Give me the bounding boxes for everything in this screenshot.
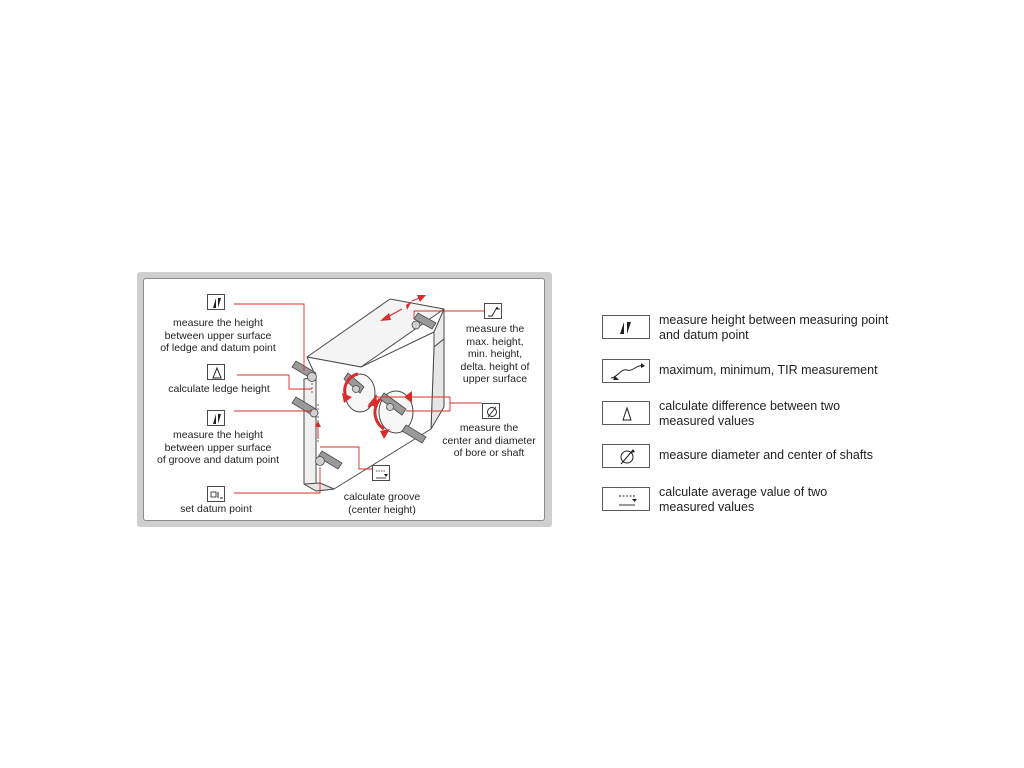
label-calculate-ledge-height: calculate ledge height — [168, 383, 270, 395]
delta-icon — [602, 401, 650, 425]
legend-item — [602, 315, 1002, 347]
legend-text: maximum, minimum, TIR measurement — [659, 363, 878, 377]
average-icon — [602, 487, 650, 511]
legend-text: calculate average value of two measured values — [659, 485, 828, 514]
height-measure-icon — [207, 410, 225, 426]
legend-text: calculate difference between two measured values — [659, 399, 841, 428]
label-measure-height-groove: measure the height between upper surface of groove and datum point — [156, 429, 279, 466]
label-measure-max-height: measure the max. height, min. height, delta. height of upper surface — [460, 323, 530, 385]
average-icon — [372, 465, 390, 481]
diameter-icon — [602, 444, 650, 468]
max-min-tir-icon — [484, 303, 502, 319]
height-measure-icon — [207, 294, 225, 310]
label-measure-height-ledge: measure the height between upper surface of ledge and datum point — [160, 317, 276, 354]
datum-point-icon — [207, 486, 225, 502]
max-min-tir-icon — [602, 359, 650, 383]
legend-item — [602, 401, 1002, 433]
legend-item — [602, 359, 1002, 391]
legend-text: measure height between measuring point and datum point — [659, 313, 889, 342]
legend-item — [602, 487, 1002, 519]
label-set-datum-point: set datum point — [180, 503, 252, 515]
height-measure-icon — [602, 315, 650, 339]
diameter-icon — [482, 403, 500, 419]
label-calculate-groove: calculate groove (center height) — [343, 491, 421, 516]
delta-icon — [207, 364, 225, 380]
legend-text: measure diameter and center of shafts — [659, 448, 874, 462]
label-measure-center-diameter: measure the center and diameter of bore or shaft — [442, 422, 536, 459]
diagram-frame — [143, 278, 545, 521]
legend-item — [602, 444, 1002, 476]
diagram-panel — [137, 272, 552, 527]
